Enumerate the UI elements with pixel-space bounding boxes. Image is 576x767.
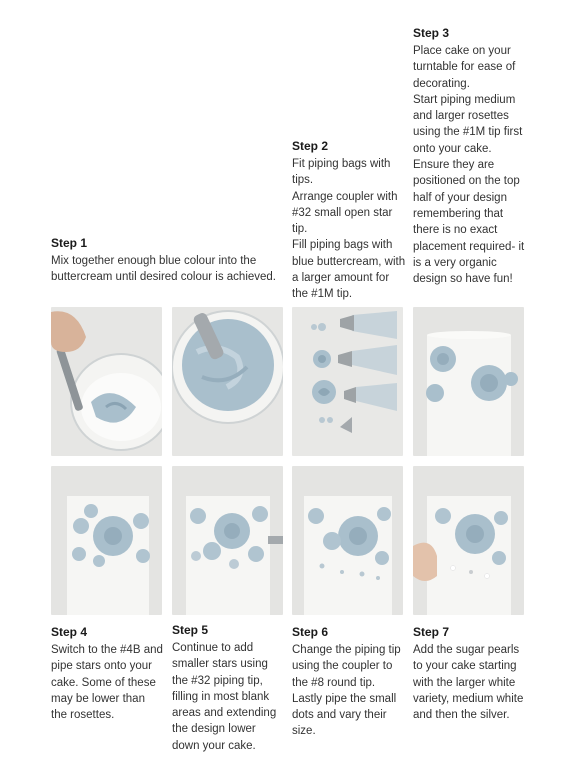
step-3-title: Step 3 [413, 26, 450, 40]
step-4-block [51, 624, 163, 723]
mixing-bowl-image [51, 307, 162, 456]
photo-mixing-bowl [51, 307, 162, 456]
step-1-block [51, 235, 281, 286]
step-6-title: Step 6 [292, 625, 329, 639]
step-7-block [413, 624, 531, 723]
photo-stars-4b-cake [51, 466, 162, 615]
step-7-text: Add the sugar pearls to your cake starting with the larger white variety, medium white and then the silver. [413, 644, 524, 722]
step-6-block [292, 624, 408, 740]
step-7-title: Step 7 [413, 625, 450, 639]
step-5-text: Continue to add smaller stars using the #32 piping tip, filling in most blank areas and extending the design lower down your cake. [172, 642, 277, 752]
photo-dots-cake [292, 466, 403, 615]
step-5-title: Step 5 [172, 623, 209, 637]
step-2-block [292, 138, 406, 303]
piping-tips-image [292, 307, 403, 456]
mixed-buttercream-image [172, 307, 283, 456]
pearls-cake-image [413, 466, 524, 615]
step-4-text: Switch to the #4B and pipe stars onto your cake. Some of these may be lower than the rosettes. [51, 644, 163, 722]
step-1-text: Mix together enough blue colour into the buttercream until desired colour is achieved. [51, 255, 277, 284]
photo-stars-32-cake [172, 466, 283, 615]
step-2-text: Fit piping bags with tips. Arrange coupler with #32 small open star tip. Fill piping bags with blue buttercream, with a larger amount for the #1M tip. [292, 158, 406, 301]
step-3-block [413, 25, 531, 287]
photo-pearls-cake [413, 466, 524, 615]
step-5-block [172, 622, 286, 754]
dots-cake-image [292, 466, 403, 615]
step-1-title: Step 1 [51, 236, 88, 250]
stars-4b-cake-image [51, 466, 162, 615]
step-3-text: Place cake on your turntable for ease of decorating. Start piping medium and larger rosettes using the #1M tip first onto your cake. Ensure they are positioned on the top half of your design remembering that there is no exact placement required- it is a very organic design so have fun! [413, 45, 525, 286]
step-2-title: Step 2 [292, 139, 329, 153]
stars-32-cake-image [172, 466, 283, 615]
rosettes-cake-image [413, 307, 524, 456]
step-4-title: Step 4 [51, 625, 88, 639]
photo-piping-tips [292, 307, 403, 456]
photo-rosettes-cake [413, 307, 524, 456]
photo-mixed-buttercream [172, 307, 283, 456]
step-6-text: Change the piping tip using the coupler to the #8 round tip. Lastly pipe the small dots and vary their size. [292, 644, 401, 738]
